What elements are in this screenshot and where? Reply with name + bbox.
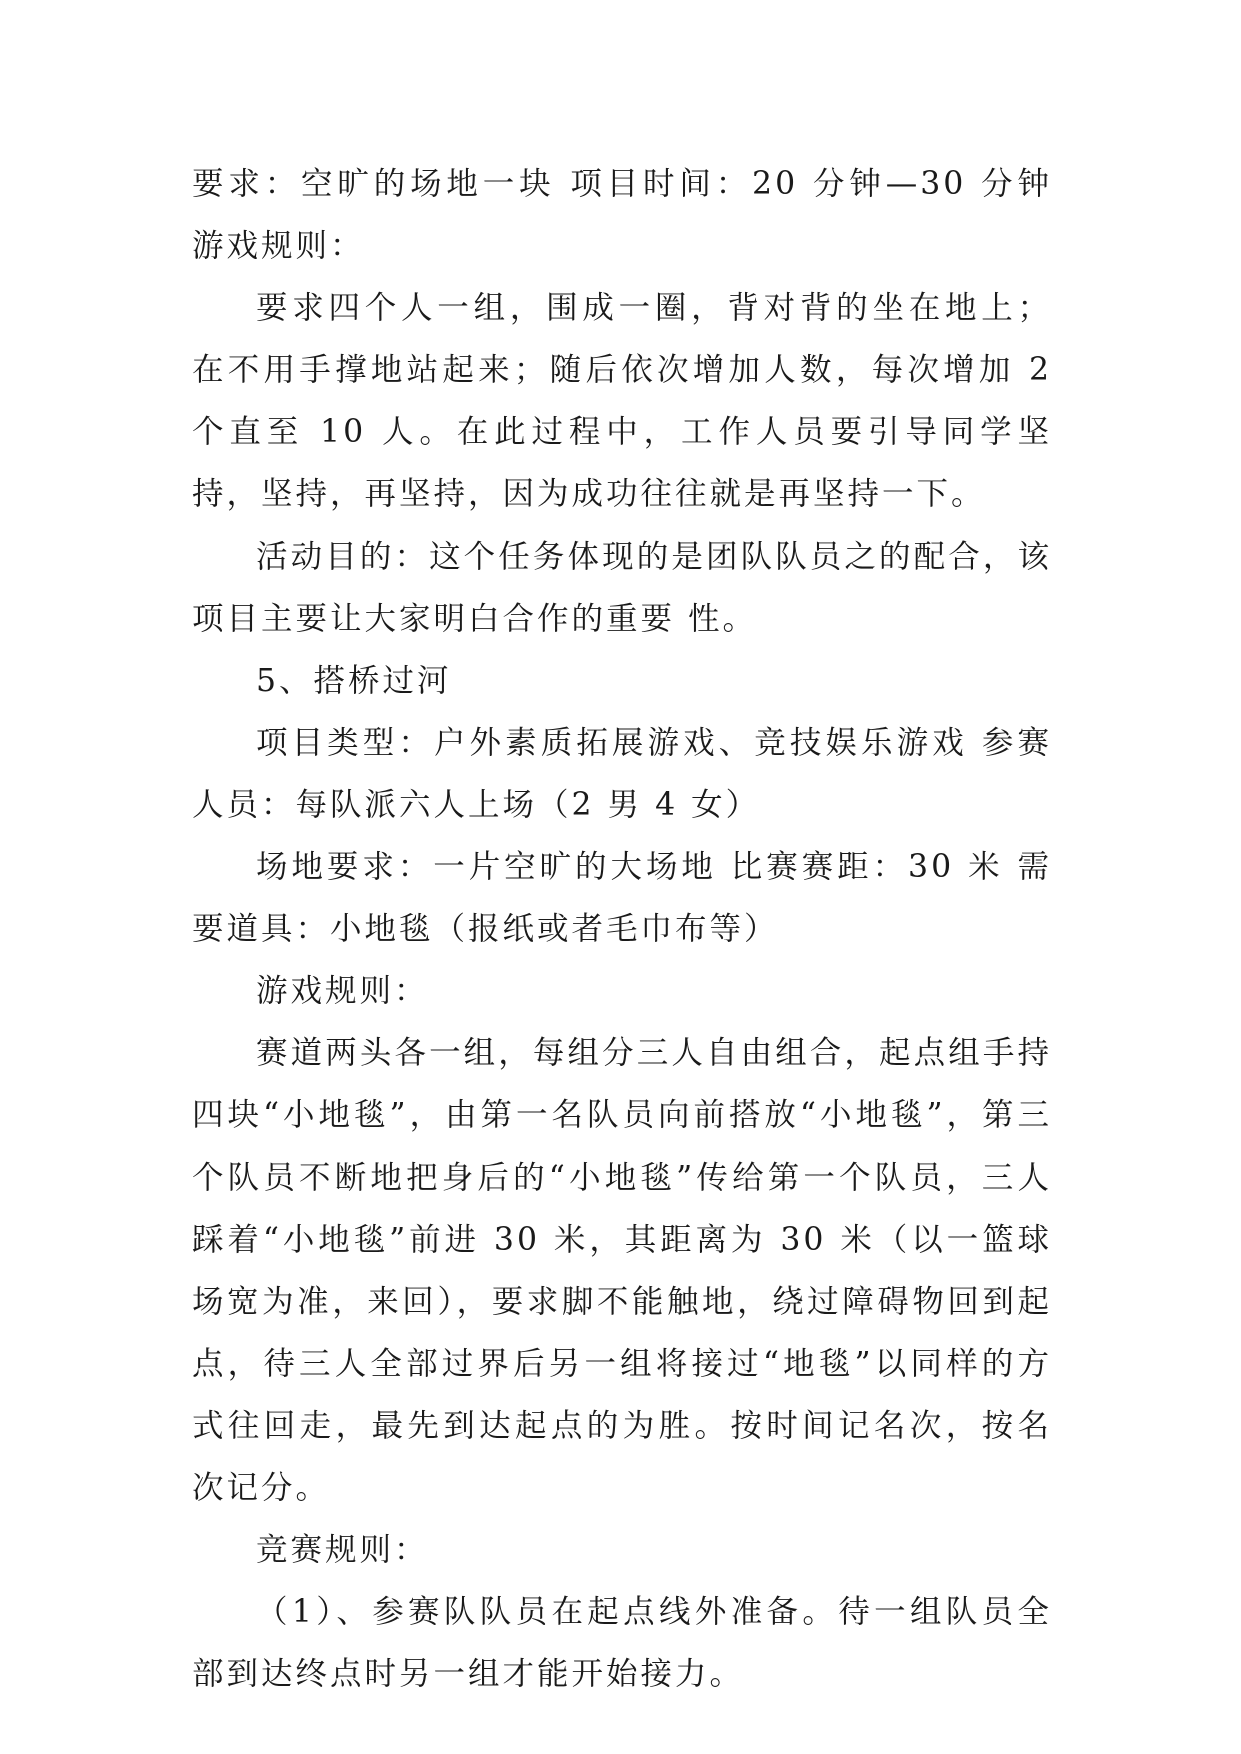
- paragraph-activity-purpose: 活动目的：这个任务体现的是团队队员之的配合，该项目主要让大家明白合作的重要 性。: [192, 538, 1052, 637]
- paragraph-requirements: 要求：空旷的场地一块 项目时间：20 分钟—30 分钟 游戏规则：: [192, 166, 1052, 265]
- paragraph-game-rules-2: 赛道两头各一组，每组分三人自由组合，起点组手持四块“小地毯”，由第一名队员向前搭放“小地毯”，第三个队员不断地把身后的“小地毯”传给第一个队员，三人踩着“小地毯”前进 30 米，其距离为 30 米（以一篮球场宽为准，来回），要求脚不能触地，绕过障碍物回到起点，待三人全部过界后另一组将接过“地毯”以同样的方式往回走，最先到达起点的为胜。按时间记名次，按名次记分。: [192, 1035, 1052, 1506]
- paragraph-competition-rule-1: （1）、参赛队队员在起点线外准备。待一组队员全部到达终点时另一组才能开始接力。: [192, 1594, 1052, 1693]
- section-heading-bridge-crossing: 5、搭桥过河: [256, 662, 452, 699]
- paragraph-game-rules-heading: 游戏规则：: [256, 973, 429, 1010]
- paragraph-competition-rules-heading: 竞赛规则：: [256, 1532, 429, 1569]
- paragraph-project-type: 项目类型：户外素质拓展游戏、竞技娱乐游戏 参赛人员：每队派六人上场（2 男 4 女）: [192, 724, 1052, 823]
- document-body: [192, 153, 1052, 1705]
- paragraph-venue-requirements: 场地要求：一片空旷的大场地 比赛赛距：30 米 需要道具：小地毯（报纸或者毛巾布等）: [192, 849, 1052, 948]
- paragraph-game-rules-1: 要求四个人一组，围成一圈，背对背的坐在地上； 在不用手撑地站起来；随后依次增加人数，每次增加 2 个直至 10 人。在此过程中，工作人员要引导同学坚持，坚持，再坚持，因为成功往往就是再坚持一下。: [192, 290, 1052, 513]
